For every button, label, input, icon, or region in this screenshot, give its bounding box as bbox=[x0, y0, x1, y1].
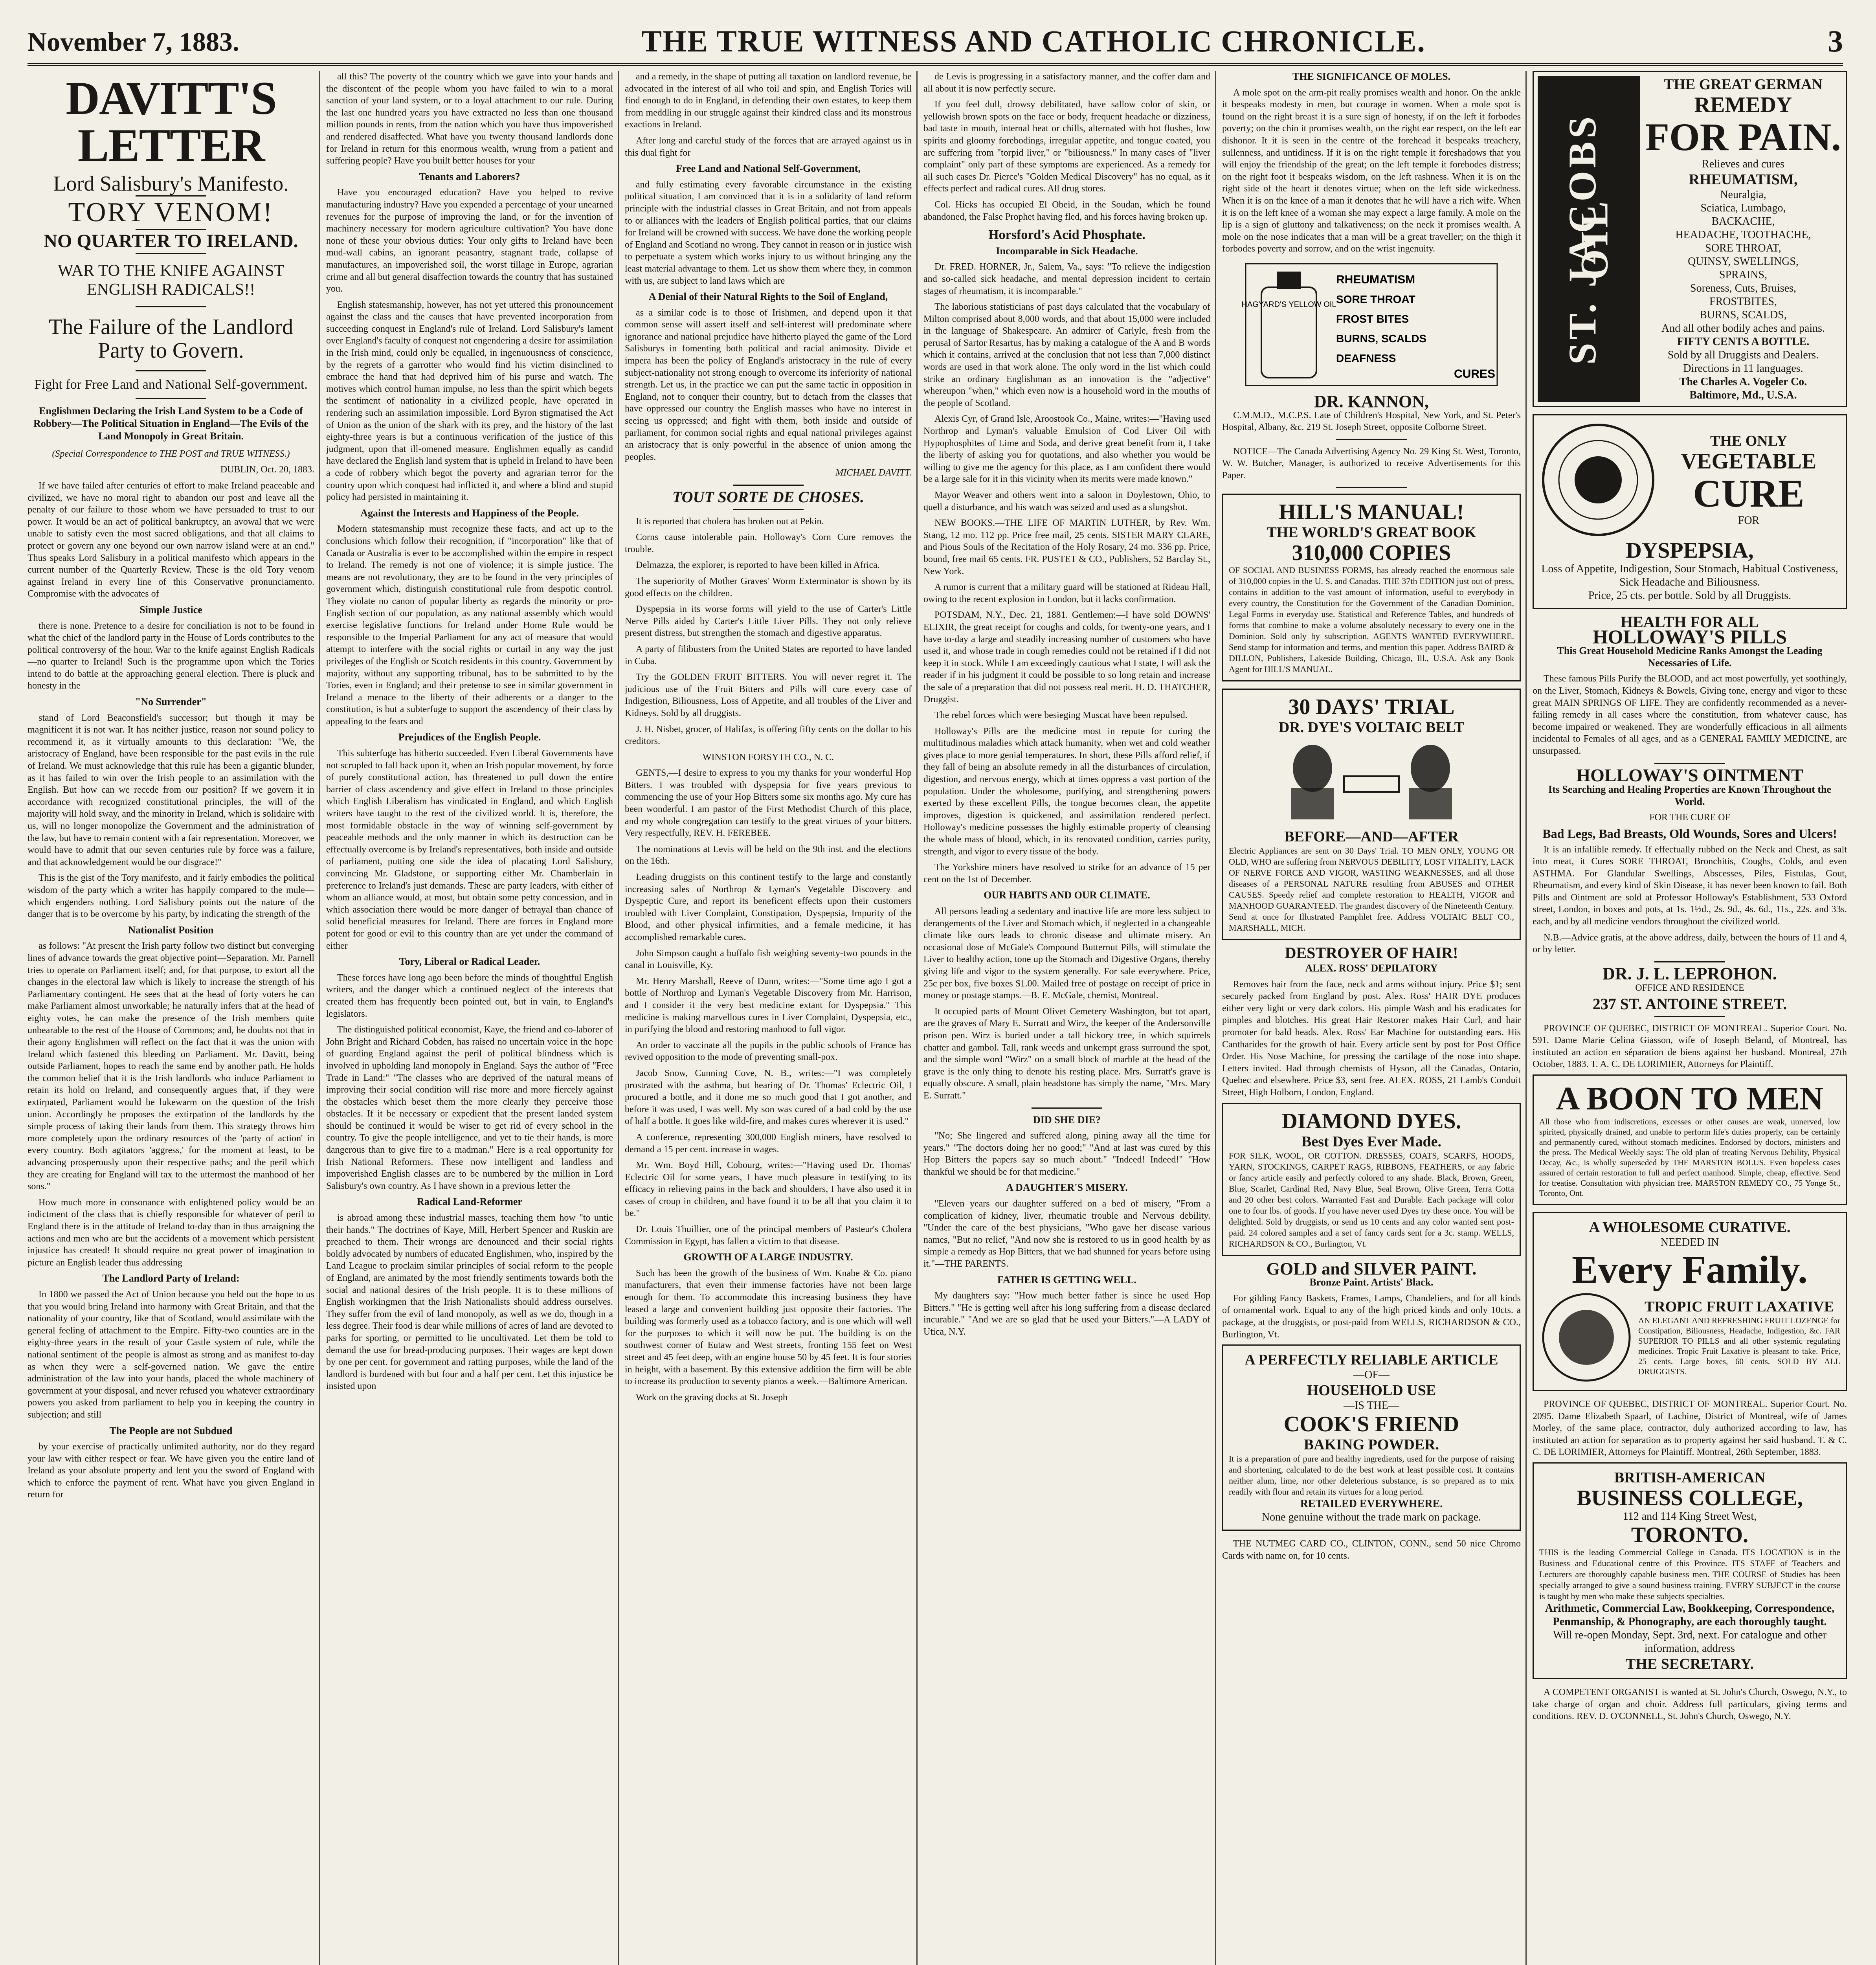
paragraph: Work on the graving docks at St. Joseph bbox=[636, 1392, 788, 1403]
product-name: BAKING POWDER. bbox=[1303, 1436, 1439, 1453]
news-item: Dyspepsia in its worse forms will yield to the use of Carter's Little Nerve Pills aided by Carter's Little Liver Pills. They not only relieve present distress, but strengthen the stomach and digestive apparatus. bbox=[625, 604, 912, 639]
paragraph: de Levis is progressing in a satisfactory manner, and the coffer dam and all about it is now perfectly secure. bbox=[923, 72, 1210, 94]
paragraph: by your exercise of practically unlimited authority, nor do they regard your law with either respect or fear. We have given you the entire land of Ireland as your absolute property and lent you the sword of England with which to enforce the payment of rent. What have you given England in return for bbox=[28, 1442, 314, 1500]
column-6 bbox=[1533, 71, 1847, 1965]
paragraph: In 1800 we passed the Act of Union because you held out the hope to us that you would bring Ireland into harmony with Great Britain, and that the nationality of your country, like that of Scotland, would assimilate with the general feeling of attachment to the Empire. Fifty-two counties are in the eighty-three years in the result of your Castle system of rule, while the national sentiment of the people is almost as strong and as manifest to-day as when they were a self-governed nation. We gave the entire administration of the law into your hands, placed the whole machinery of government at your disposal, and never refused you whatever extraordinary powers you asked from parliament to help you in keeping the country in subjection; and still bbox=[28, 1289, 314, 1420]
ad-headline: THE ONLY bbox=[1710, 433, 1788, 449]
news-item: Try the GOLDEN FRUIT BITTERS. You will never regret it. The judicious use of the Fruit Bitters and Pills will cure every case of Indigestion, Biliousness, Loss of Appetite, and all troubles of the Liver and Kidneys. Sold by all druggists. bbox=[625, 672, 912, 718]
ad-note: None genuine without the trade mark on package. bbox=[1261, 1511, 1481, 1524]
ailment: RHEUMATISM, bbox=[1689, 171, 1798, 188]
divider bbox=[1336, 439, 1407, 440]
news-item: Mr. Wm. Boyd Hill, Cobourg, writes:—"Having used Dr. Thomas' Eclectric Oil for some years, I have much pleasure in testifying to its efficacy in relieving pains in the back and shoulders, I have also used it in cases of croup in children, and have found it to be all that you claim it to be." bbox=[625, 1160, 912, 1219]
ad-text: FOR THE CURE OF bbox=[1649, 812, 1730, 823]
ailment: And all other bodily aches and pains. bbox=[1661, 322, 1825, 334]
column-rule bbox=[916, 71, 918, 1965]
paragraph: Mayor Weaver and others went into a saloon in Doylestown, Ohio, to quell a disturbance, and his watch was seized and used as a slungshot. bbox=[923, 490, 1210, 512]
ad-subheadline: HOUSEHOLD USE bbox=[1307, 1382, 1436, 1399]
ad-headline: Every Family. bbox=[1572, 1248, 1808, 1291]
classified-ad: A COMPETENT ORGANIST is wanted at St. John's Church, Oswego, N.Y., to take charge of organ and choir. Address full particulars, giving terms and conditions. REV. D. O'CONNELL, St. John's Church, Oswego, N.Y. bbox=[1533, 1687, 1847, 1722]
ad-body: OF SOCIAL AND BUSINESS FORMS, has already reached the enormous sale of 310,000 copies in the U. S. and Canadas. THE 37th EDITION just out of press, contains in addition to the vast amount of information, useful to everybody in every country, the Constitution for the Government of the Canadian Dominion, Legal Forms in everyday use. Statistical and Reference Tables, and hundreds of forms that combine to make a volume absolutely necessary to every one in the Dominion. Sold only by subscription. AGENTS WANTED EVERYWHERE. Send stamp for information and terms, and mention this paper. Address BAIRD & DILLON, Publishers, Lakeside Building, Chicago, Ill., U.S.A. Ask any Book Agent for HILL'S MANUAL. bbox=[1229, 565, 1514, 674]
ad-body: It is a preparation of pure and healthy ingredients, used for the purpose of raising and shortening, calculated to do the best work at least possible cost. It contains neither alum, lime, nor other deleterious substance, is so prepared as to mix readily with flour and retain its virtues for a long period. bbox=[1229, 1454, 1514, 1497]
ad-headline: CURE bbox=[1693, 472, 1804, 515]
ad-headline: BUSINESS COLLEGE, bbox=[1577, 1486, 1803, 1510]
ad-body: THIS is the leading Commercial College in Canada. ITS LOCATION is in the Business and Educational centre of this Province. ITS STAFF of Teachers and Lecturers are thoroughly capable business men. THE COURSE of Studies has been specially arranged to give a sound business training. EVERY SUBJECT in the course is taught by men who make these subjects specialties. bbox=[1539, 1547, 1840, 1601]
company-name: The Charles A. Vogeler Co. bbox=[1679, 376, 1807, 388]
deck-salisbury: Lord Salisbury's Manifesto. bbox=[53, 172, 289, 195]
ad-connector: —OF— bbox=[1353, 1369, 1390, 1381]
subjects: Arithmetic, Commercial Law, Bookkeeping, Correspondence, Penmanship, & Phonography, are each thoroughly taught. bbox=[1545, 1602, 1835, 1628]
column-5 bbox=[1222, 71, 1521, 1965]
page-number: 3 bbox=[1827, 24, 1843, 58]
deck-no-quarter: NO QUARTER TO IRELAND. bbox=[44, 231, 298, 252]
paragraph: THE NUTMEG CARD CO., CLINTON, CONN., send 50 nice Chromo Cards with name on, for 10 cents. bbox=[1222, 1539, 1521, 1561]
subhead: Simple Justice bbox=[140, 604, 202, 615]
paragraph: Have you encouraged education? Have you helped to revive manufacturing industry? Have you expended a percentage of your unearned revenues for the purpose of improving the land, or for the invention of machinery necessary for modern agriculture cultivation? You have done none of these your obvious duties: Your only gifts to Ireland have been mud-wall cabins, an ignorant peasantry, stagnant trade, collapse of manufactures, an impoverished soil, the worst tillage in Europe, agrarian crime and all but general disaffection towards the country that has sustained you. bbox=[326, 187, 613, 294]
address: 112 and 114 King Street West, bbox=[1623, 1510, 1757, 1522]
cure-label: RHEUMATISM bbox=[1336, 273, 1415, 286]
brand-name: COOK'S FRIEND bbox=[1283, 1412, 1459, 1437]
bottle-label: HAGYARD'S YELLOW OIL bbox=[1241, 300, 1336, 309]
paragraph: For gilding Fancy Baskets, Frames, Lamps, Chandeliers, and for all kinds of ornamental work. Equal to any of the high priced kinds and only 10cts. a package, at the druggists, or post-paid from WELLS, RICHARDSON & CO., Burlington, Vt. bbox=[1222, 1293, 1521, 1340]
deck-war-knife: WAR TO THE KNIFE AGAINST ENGLISH RADICALS!! bbox=[57, 261, 285, 299]
news-item: GENTS,—I desire to express to you my thanks for your wonderful Hop Bitters. I was troubled with dyspepsia for five years previous to commencing the use of your Hop Bitters some six months ago. My cure has been wonderful. I am pastor of the First Methodist Church of this place, and my whole congregation can testify to the great virtues of your bitters. Very respectfully, REV. H. FEREBEE. bbox=[625, 768, 912, 839]
ad-body: All those who from indiscretions, excesses or other causes are weak, unnerved, low spirited, physically drained, and unable to perform life's duties properly, can be certainly and permanently cured, without stomach medicines. Endorsed by doctors, ministers and the press. The Medical Weekly says: The old plan of treating Nervous Debility, Physical Decay, &c., is wholly superseded by THE MARSTON BOLUS. Even hopeless cases assured of certain restoration to full and perfect manhood. Simple, cheap, effective. Send for treatise. Consultation with physician free. MARSTON REMEDY CO., 75 Yonge St., Toronto, Ont. bbox=[1539, 1117, 1840, 1198]
column-1 bbox=[28, 71, 314, 1965]
news-item: Jacob Snow, Cunning Cove, N. B., writes:—"I was completely prostrated with the asthma, but hearing of Dr. Thomas' Eclectric Oil, I procured a bottle, and it done me so much good that I got another, and before it was used, I was well. My son was cured of a bad cold by the use of half a bottle. It goes like wild-fire, and makes cures wherever it is used." bbox=[625, 1068, 912, 1127]
ad-text: FOR bbox=[1738, 514, 1760, 527]
ad-figure: 310,000 COPIES bbox=[1292, 541, 1451, 566]
ailment: FROSTBITES, bbox=[1709, 296, 1777, 308]
column-rule bbox=[618, 71, 619, 1965]
news-item: A conference, representing 300,000 English miners, have resolved to demand a 15 per cent. increase in wages. bbox=[625, 1132, 912, 1155]
diamond-dyes-ad bbox=[1222, 1103, 1521, 1256]
subhead: "No Surrender" bbox=[135, 696, 207, 708]
divider bbox=[136, 398, 206, 399]
brand-vertical-text: ST. JACOBS OIL bbox=[1560, 113, 1616, 365]
ad-subheadline: Best Dyes Ever Made. bbox=[1301, 1133, 1441, 1150]
divider bbox=[136, 195, 206, 196]
ailment: Soreness, Cuts, Bruises, bbox=[1690, 282, 1796, 294]
column-3 bbox=[625, 71, 912, 1965]
ad-headline: VEGETABLE bbox=[1681, 449, 1817, 474]
ad-caption: BEFORE—AND—AFTER bbox=[1284, 828, 1459, 845]
cure-label: SORE THROAT bbox=[1336, 293, 1415, 305]
subhead: FATHER IS GETTING WELL. bbox=[997, 1274, 1136, 1286]
paragraph: and fully estimating every favorable circumstance in the existing political situation, I am convinced that it is in a solidarity of land reform principle with the industrial classes in Great Britain, and not from appeals to or alliances with the leaders of English political parties, that our claims for Ireland will be crowned with success. We have done the working people of England and Scotland no wrong. They cannot in reason or in justice wish to perpetuate a system which works injury to us without bringing any the least material advantage to them. Let us show them where they, in common with us, are subject to land laws which are bbox=[625, 179, 912, 286]
column-2 bbox=[326, 71, 613, 1965]
paragraph: C.M.M.D., M.C.P.S. Late of Children's Hospital, New York, and St. Peter's Hospital, Albany, &c. 219 St. Joseph Street, opposite Colborne Street. bbox=[1222, 410, 1521, 433]
paragraph: If we have failed after centuries of effort to make Ireland peaceable and civilized, we have no moral right to abandon our post and leave all the penalty of our failure to those whom we have persuaded to trust to our power. It would be an act of political bankruptcy, an avowal that we were unable to satisfy even the most sacred obligations, and that all claims to protect or govern any one beyond our own narrow island were at an end." Thus speaks Lord Salisbury in a political manifesto which appears in the current number of the Quarterly Review. These is the old Tory venom against Ireland in every line of this Conservative pronunciamento. Compromise with the advocates of bbox=[28, 480, 314, 599]
subhead: Bad Legs, Bad Breasts, Old Wounds, Sores and Ulcers! bbox=[1542, 826, 1837, 841]
tropic-fruit-ad bbox=[1533, 1212, 1847, 1391]
ad-headline: HOLLOWAY'S PILLS bbox=[1592, 625, 1787, 648]
paragraph: POTSDAM, N.Y., Dec. 21, 1881. Gentlemen:—I have sold DOWNS' ELIXIR, the great receipt for coughs and colds, for twenty-one years, and I have to-day a large and steadily increasing number of customers who have used it, and whose trade in cough remedies could not be retained if I did not keep it in stock. While I am exceedingly cautious what I state, I will ask the reader if in his judgment it could be possible to so long retain and increase the sale of a preparation that did not possess real merit. H. D. THATCHER, Druggist. bbox=[923, 610, 1210, 705]
subhead: OUR HABITS AND OUR CLIMATE. bbox=[984, 889, 1150, 901]
news-item: The nominations at Levis will be held on the 9th inst. and the elections on the 16th. bbox=[625, 844, 912, 867]
paragraph: If you feel dull, drowsy debilitated, have sallow color of skin, or yellowish brown spots on the face or body, frequent headache or dizziness, bad taste in mouth, internal heat or chills, alternated with hot flushes, low spirits and gloomy forebodings, irregular appetite, and tongue coated, you are suffering from "torpid liver," or "biliousness." In many cases of "liver complaint" only part of these symptoms are experienced. As a remedy for all such cases Dr. Pierce's "Golden Medical Discovery" has no equal, as it effects perfect and radical cures. All drug stores. bbox=[923, 99, 1210, 194]
column-rule bbox=[1215, 71, 1216, 1965]
paragraph: all this? The poverty of the country which we gave into your hands and the discontent of the people whom you have failed to win to a moral sanction of your land system, or to a loyal attachment to our rule. During the last one hundred years you have extracted no less than one thousand million pounds in rents, from the nation which you have thus impoverished and rendered disaffected. What have you twenty thousand landlords done for Ireland in return for this enormous wealth, wrung from a patient and suffering people? Have you built better houses for your bbox=[326, 72, 613, 166]
paragraph: stand of Lord Beaconsfield's successor; but though it may be magnificent it is not war. It has neither justice, reason nor sound policy to recommend it, as it virtually amounts to this declaration: "We, the aristocracy of England, have been responsible for the past evils in the rule of Ireland. We must acknowledge that this rule has been a gigantic blunder, as it has failed to win over the Irish people to an assimilation with the English. But how can we recede from our position? If we govern it in accordance with recognized constitutional principles, the will of the majority will hold sway, and the minority in Ireland, which is solidaire with us, will no longer monopolize the Government and the administration of the law, but have to remain content with a fair representation. Moreover, we would have to admit that our seven centuries rule by force was a failure, and that acknowledgement would be our disgrace!" bbox=[28, 713, 314, 867]
ailment: QUINSY, SWELLINGS, bbox=[1688, 255, 1799, 268]
ad-headline: FOR PAIN. bbox=[1645, 115, 1841, 159]
subhead: The Landlord Party of Ireland: bbox=[102, 1273, 240, 1284]
subhead: A DAUGHTER'S MISERY. bbox=[1006, 1182, 1128, 1194]
ad-headline: DESTROYER OF HAIR! bbox=[1285, 944, 1458, 962]
ailment: Neuralgia, bbox=[1720, 189, 1766, 201]
ad-headline: A BOON TO MEN bbox=[1556, 1080, 1824, 1117]
business-college-ad bbox=[1533, 1462, 1847, 1679]
subhead: Free Land and National Self-Government, bbox=[676, 163, 861, 174]
deck-summary: Englishmen Declaring the Irish Land System to be a Code of Robbery—The Political Situation in England—The Evils of the Land Monopoly in Great Britain. bbox=[33, 405, 308, 442]
product-name: TROPIC FRUIT LAXATIVE bbox=[1644, 1298, 1834, 1315]
voltaic-belt-ad bbox=[1222, 689, 1521, 940]
subhead: This Great Household Medicine Ranks Amongst the Leading Necessaries of Life. bbox=[1557, 645, 1823, 668]
fruit-seal-icon bbox=[1539, 1290, 1634, 1385]
ailment: SORE THROAT, bbox=[1705, 242, 1781, 254]
paragraph: The rebel forces which were besieging Muscat have been repulsed. bbox=[934, 710, 1188, 721]
legal-notice: PROVINCE OF QUEBEC, DISTRICT OF MONTREAL. Superior Court. No. 2095. Dame Elizabeth Spaarl, of Lachine, District of Montreal, wife of James Morley, of the same place, contractor, duly authorized according to law, has instituted an action for separation as to property against her said husband. T. & C. C. DE LORIMIER, Attorneys for Plaintiff. Montreal, 26th September, 1883. bbox=[1533, 1399, 1847, 1458]
paragraph: It occupied parts of Mount Olivet Cemetery Washington, but tot apart, are the graves of Mary E. Surratt and Wirz, the keeper of the Andersonville prison pen. Wirz is buried under a tall hickory tree, in which squirrels chatter and gambol. Tall, rank weeds and unkempt grass surround the spot, and the simple word "Wirz" on a small block of marble at the head of the grave is the only thing to denote his resting place. Mrs. Surratt's grave is equally obscure. A small, plain headstone has simply the name, "Mrs. Mary E. Surratt." bbox=[923, 1006, 1210, 1101]
subhead: Incomparable in Sick Headache. bbox=[996, 245, 1138, 257]
baxters-bitters-ad bbox=[1533, 414, 1847, 609]
paragraph: is abroad among these industrial masses, teaching them how "to untie their hands." The doctrines of Kaye, Mill, Herbert Spencer and Ruskin are preached to them. Their wrongs are denounced and their social rights boldly advocated by numbers of educated Englishmen, who, inspired by the Land League to proclaim similar principles of social reform to the people of England, are animated by the most friendly sentiments towards both the social and national desires of the Irish people. It is to these millions of English workingmen that the Irish Nationalists should address ourselves. They suffer from the evil of land monopoly, as well as we do, though in a less degree. Their food is dear while millions of acres of land are devoted to parks for sporting, or permitted to lie uncultivated. Let them be told to demand the use for bread-producing purposes. Their wages are kept down by one per cent. for government and ratting purposes, while the land of the landlord is burdened with but four and a half per cent. Let this injustice be insisted upon bbox=[326, 1213, 613, 1392]
subhead: The People are not Subdued bbox=[109, 1425, 233, 1436]
cure-label: FROST BITES bbox=[1336, 312, 1409, 325]
ailment: BACKACHE, bbox=[1711, 215, 1775, 228]
ad-body: FOR SILK, WOOL, OR COTTON. DRESSES, COATS, SCARFS, HOODS, YARN, STOCKINGS, CARPET RAGS, RIBBONS, FEATHERS, or any fabric or fancy article easily and perfectly colored to any shade. Black, Brown, Green, Blue, Scarlet, Cardinal Red, Navy Blue, Seal Brown, Olive Green, Terra Cotta and 20 other best colors. Warranted Fast and Durable. Each package will color one to four lbs. of goods. If you have never used Dyes try these once. You will be delighted. Sold by druggists, or send us 10 cents and any color wanted sent post-paid. 24 colored samples and a set of fancy cards sent for a 3c. stamp. WELLS, RICHARDSON & CO., Burlington, Vt. bbox=[1229, 1150, 1514, 1249]
contact: THE SECRETARY. bbox=[1626, 1655, 1754, 1672]
divider bbox=[1654, 961, 1725, 962]
ad-text: OFFICE AND RESIDENCE bbox=[1635, 983, 1744, 994]
subhead: A Denial of their Natural Rights to the Soil of England, bbox=[648, 291, 888, 303]
paragraph: there is none. Pretence to a desire for conciliation is not to be found in what the chief of the landlord party in the House of Lords contributes to the political controversy of the hour. War to the knife against English Radicals—no quarter to Ireland! Such is the programme upon which the Tories intend to do battle at the approaching general election. There is pluck and honesty in the bbox=[28, 621, 314, 691]
paragraph: Alexis Cyr, of Grand Isle, Aroostook Co., Maine, writes:—"Having used Northrop and Lyman's valuable Emulsion of Cod Liver Oil with Hypophosphites of Lime and Soda, and derive great benefit from it, I take the liberty of asking you for quotations, and also whether you would be willing to give me the agency for this place, as I am confident there would be a large sale for it in this vicinity when its merits were made known." bbox=[923, 414, 1210, 485]
ad-headline: GOLD and SILVER PAINT. bbox=[1266, 1259, 1477, 1278]
ailment: SPRAINS, bbox=[1719, 269, 1768, 281]
ad-headline: Horsford's Acid Phosphate. bbox=[988, 228, 1145, 242]
paragraph: This subterfuge has hitherto succeeded. Even Liberal Governments have not scrupled to fall back upon it, when an Irish popular movement, by force of purely constitutional action, has threatened to pull down the entire barrier of class ascendency and give effect in Ireland to those principles which English Liberalism has vindicated in England, and which English writers have taught to the rest of the civilized world. It is, therefore, the most formidable obstacle in the way of winning self-government by peaceable methods and the only manner in which its destruction can be effectually overcome is by Ireland's representatives, both inside and outside of parliament, putting one side the idea of placating Lord Salisbury, convincing Mr. Gladstone, or supporting either Mr. Chamberlain in preference to Ireland's just demands. These are party leaders, with either of whom an alliance would, at most, but obtain some petty concession, and in which association there would be more danger of betrayal than chance of solid beneficial measures for Ireland. There are forces in England more potent for good or evil to this country than are yet under the command of either bbox=[326, 748, 613, 951]
paragraph: English statesmanship, however, has not yet uttered this pronouncement against the class and the causes that have prevented incorporation from succeeding conquest in England's rule of Ireland. Lord Salisbury's lament over England's faculty of conquest not engendering a desire for assimilation in the Irish mind, could only be equalled, in ingenuousness of conscience, by the regrets of a garrotter who would find his victim disinclined to embrace the hand that had deprived him of his purse and watch. The motives which control human impulse, no less than the spirit which begets the sentiment of nationality in a civilized people, have operated in rendering such an assimilation impossible. Lord Byron stigmatised the Act of Union as the union of the shark with its prey, and the history of the last eighty-three years is but a continuous verification of the justice of this judgment, upon that ill-omened measure. Englishmen equally as candid have declared the English land system that is upheld in Ireland to have been a code of robbery which begot the poverty and agrarian terror for the country upon which conquest had inflicted it, and where a blind and stupid policy had persisted in maintaining it. bbox=[326, 299, 613, 503]
ailment: HEADACHE, TOOTHACHE, bbox=[1675, 229, 1811, 241]
ad-headline: BRITISH-AMERICAN bbox=[1614, 1469, 1766, 1486]
headline: DAVITT'S LETTER bbox=[66, 72, 276, 171]
news-item: Dr. Louis Thuillier, one of the principal members of Pasteur's Cholera Commission in Egypt, has fallen a victim to that disease. bbox=[625, 1224, 912, 1247]
company-city: Baltimore, Md., U.S.A. bbox=[1689, 389, 1797, 401]
subhead: Tenants and Laborers? bbox=[419, 171, 520, 182]
ad-connector: —IS THE— bbox=[1344, 1399, 1399, 1412]
cures-label: CURES bbox=[1454, 367, 1496, 380]
section-title: TOUT SORTE DE CHOSES. bbox=[672, 488, 865, 506]
paragraph: It is an infallible remedy. If effectually rubbed on the Neck and Chest, as salt into meat, it Cures SORE THROAT, Bronchitis, Coughs, Colds, and even ASTHMA. For Glandular Swellings, Abscesses, Piles, Fistulas, Gout, Rheumatism, and every kind of Skin Disease, it has never been known to fail. Both Pills and Ointment are sold at Professor Holloway's Establishment, 533 Oxford street, London, in boxes and pots, at 1s. 1½d., 2s. 9d., 4s. 6d., 11s., 22s. and 33s. each, and by all medicine vendors throughout the civilized world. bbox=[1533, 844, 1847, 927]
paragraph: The distinguished political economist, Kaye, the friend and co-laborer of John Bright and Richard Cobden, has raised no uncertain voice in the hope of guarding England against the peril of political blindness which is involved in upholding land monopoly in England. Says the author of "Free Trade in Land:" "The classes who are deprived of the natural means of improving their social condition will rise more and more fiercely against the obstacles which beset them the more clearly they perceive those obstacles. If it be necessary or expedient that the present landed system should be continued it would be wiser to get rid of every school in the country. To give the people intelligence, and yet to tie their hands, is more dangerous than to give fire to a madman." Here is a real opportunity for Irish National Reformers. These now intelligent and landless and impoverished English classes are to be numbered by the million in Lord Salisbury's own country. As I have shown in a previous letter the bbox=[326, 1025, 613, 1191]
signature: MICHAEL DAVITT. bbox=[835, 468, 912, 478]
paragraph: N.B.—Advice gratis, at the above address, daily, between the hours of 11 and 4, or by letter. bbox=[1533, 932, 1847, 955]
divider bbox=[136, 370, 206, 371]
paragraph: as follows: "At present the Irish party follow two distinct but converging lines of advance towards the great objective point—Separation. Mr. Parnell tries to operate on Parliament itself; and, for that purpose, to extort all the changes in the electoral law which is likely to increase the strength of his Parliamentary contingent. He sees that at the head of forty voters he can make Parliament almost unworkable; he naturally infers that at the head of eighty votes, he can make the presence of the Irish members quite unbearable to the rest of the House of Commons; and, he doubts not that in their agony Englishmen will reflect on the fact that it was the union with Ireland which fastened this bleeding on Parliament. Mr. Davitt, being outside Parliament, hopes to reach the same end by another path. He holds the common belief that it is the Irish landlords who induce Parliament to retain its hold on Ireland, and consequently argues that, if they were extirpated, Parliament would be lukewarm on the question of the Irish union. Accordingly he proposes the extirpation of the landlords by the simple process of taking their lands from them. This strategy throws him more completely upon the ordinary resources of the 'party of action' in every country. Both agitators 'aggress,' for the moment at least, to be advancing prosperously upon their respective paths; and the peril which they are creating for England will tax to the uttermost the manhood of her sons." bbox=[28, 941, 314, 1192]
subhead: Tory, Liberal or Radical Leader. bbox=[399, 956, 540, 968]
ad-text: Sold by all Druggists and Dealers. Directions in 11 languages. bbox=[1667, 349, 1819, 375]
paragraph: All persons leading a sedentary and inactive life are more less subject to derangements of the Liver and Stomach which, if neglected in a changeable climate like ours leads to chronic disease and ultimate misery. An occasional dose of McGale's Compound Butternut Pills, will stimulate the Liver to healthy action, tone up the Stomach and Digestive Organs, thereby giving life and vigor to the system generally. For sale everywhere. Price, 25c per box, five boxes $1.00. Mailed free of postage on receipt of price in money or postage stamps.—B. E. McGale, chemist, Montreal. bbox=[923, 906, 1210, 1001]
before-after-figures-icon bbox=[1254, 741, 1489, 823]
legal-notice: PROVINCE OF QUEBEC, DISTRICT OF MONTREAL. Superior Court. No. 591. Dame Marie Celina Giasson, wife of Joseph Beland, of Montreal, has instituted an action en séparation de biens against her husband. Montreal, 27th October, 1883. T. A. C. DE LORIMIER, Attorneys for Plaintiff. bbox=[1533, 1023, 1847, 1070]
news-item: Corns cause intolerable pain. Holloway's Corn Cure removes the trouble. bbox=[625, 532, 912, 555]
news-item: John Simpson caught a buffalo fish weighing seventy-two pounds in the canal in Louisville, Ky. bbox=[625, 948, 912, 971]
ad-headline: HEALTH FOR ALL bbox=[1621, 613, 1759, 631]
ad-text: Will re-open Monday, Sept. 3rd, next. For catalogue and other information, address bbox=[1553, 1629, 1827, 1655]
deck-landlord-failure: The Failure of the Landlord Party to Govern. bbox=[48, 314, 293, 363]
paragraph: These famous Pills Purify the BLOOD, and act most powerfully, yet soothingly, on the Liver, Stomach, Kidneys & Bowels, Giving tone, energy and vigor to these great MAIN SPRINGS OF LIFE. They are confidently recommended as a never-failing remedy in all cases where the constitution, from whatever cause, has become impaired or weakened. They are wonderfully efficacious in all ailments incidental to Females of all ages, and as a GENERAL FAMILY MEDICINE, are unsurpassed. bbox=[1533, 674, 1847, 756]
subhead: GROWTH OF A LARGE INDUSTRY. bbox=[683, 1251, 853, 1263]
divider bbox=[136, 306, 206, 307]
news-item: WINSTON FORSYTH CO., N. C. bbox=[702, 752, 834, 762]
paragraph: Modern statesmanship must recognize these facts, and act up to the conclusions which follow their recognition, if "incorporation" like that of Canada or Australia is ever to be accomplished within the empire in respect to Ireland. The remedy is not one of violence; it is simple justice. The means are not revolutionary, they are to be found in the very principles of government which, distinguish constitutional rule from despotic control. They violate no canon of popular liberty as regards the minority or pro-English section of our population, as any national assembly which would exercise legislative functions for Ireland under Home Rule would be responsible to the Imperial Parliament for any act of measure that would attempt to interfere with the social rights or curtail in any way the just privileges of the English or Scotch residents in this country. Government by majority, without any supporting tribunal, has to be submitted to by the Tories, even in England; and their pretense to see in similar government in Ireland a menace to the liberty of their adherents or a danger to the constitution, is but a subterfuge to support the ascendency of their class by appealing to the fears and bbox=[326, 524, 613, 727]
ailment: Sciatica, Lumbago, bbox=[1700, 202, 1786, 214]
column-4 bbox=[923, 71, 1210, 1965]
ad-text: Relieves and cures bbox=[1702, 158, 1784, 170]
divider bbox=[1654, 763, 1725, 764]
paragraph: How much more in consonance with enlightened policy would be an indictment of the class that is chiefly responsible for whatever of peril to England there is in the attitude of Ireland to-day than in thus arraigning the actions and men who are but the accidents of a movement which persistent injustice has created! It should require no great power of imagination to picture an English leader thus addressing bbox=[28, 1197, 314, 1268]
subhead: Nationalist Position bbox=[128, 924, 214, 936]
paragraph: Holloway's Pills are the medicine most in repute for curing the multitudinous maladies which attack humanity, when wet and cold weather gives place to more genial temperatures. In short, these Pills afford relief, if they fall of being an absolute remedy in all the disturbances of circulation, digestion, and nervous energy, which at times oppress a vast portion of the population. Under the wholesome, purifying, and strengthening powers exerted by these excellent Pills, the tongue becomes clean, the appetite improves, digestion is quickened, and assimilation rendered perfect. Holloway's medicine possesses the highly estimable property of cleansing the whole mass of blood, which, in its renovated condition, carries purity, strength, and vigor to every tissue of the body. bbox=[923, 726, 1210, 857]
mandrake-seal-icon bbox=[1539, 421, 1657, 539]
paragraph: Removes hair from the face, neck and arms without injury. Price $1; sent securely packed from England by post. Alex. Ross' HAIR DYE produces either very light or very dark colors. His pimple Wash and his eradicates for pimples and blotches. His great Hair Restorer makes Hair Curl, and hair promoter for bald heads. Alex. Ross' Ear Machine for outstanding ears. His Cantharides for the growth of hair. Every article sent by post for Post Office Order. His Nose Machine, for pressing the cartilage of the nose into shape. Letters invited. Had through chemists of Hyson, all the Canadas, Ontario, Quebec and elsewhere. Price $3, sent free. ALEX. ROSS, 21 Lamb's Conduit Street, High Holborn, London, England. bbox=[1222, 979, 1521, 1098]
byline: (Special Correspondence to THE POST and TRUE WITNESS.) bbox=[52, 448, 290, 459]
ad-headline: A PERFECTLY RELIABLE ARTICLE bbox=[1245, 1352, 1498, 1368]
boon-to-men-ad bbox=[1533, 1074, 1847, 1205]
poem: My daughters say: "How much better father is since he used Hop Bitters." "He is getting well after his long suffering from a disease declared incurable." "And we are so glad that he used your Bitters."—A LADY of Utica, N.Y. bbox=[923, 1291, 1210, 1337]
belt-illustration bbox=[1229, 741, 1514, 823]
cooks-friend-ad bbox=[1222, 1344, 1521, 1531]
yellow-oil-bottle-illustration bbox=[1234, 260, 1509, 389]
subhead: Radical Land-Reformer bbox=[417, 1196, 522, 1208]
newspaper-title: THE TRUE WITNESS AND CATHOLIC CHRONICLE. bbox=[641, 24, 1426, 58]
news-item: Delmazza, the explorer, is reported to have been killed in Africa. bbox=[636, 560, 880, 571]
ad-subheadline: DR. DYE'S VOLTAIC BELT bbox=[1278, 719, 1465, 736]
paragraph: NOTICE—The Canada Advertising Agency No. 29 King St. West, Toronto, W. W. Butcher, Manager, is authorized to receive Advertisements for this Paper. bbox=[1222, 446, 1521, 481]
subhead: Bronze Paint. Artists' Black. bbox=[1309, 1276, 1434, 1288]
paragraph: After long and careful study of the forces that are arrayed against us in this dual fight for bbox=[625, 135, 912, 158]
paragraph: and a remedy, in the shape of putting all taxation on landlord revenue, be advocated in the interest of all who toil and spin, and English Tories will find enough to do in England, in defending their own estates, to keep them from meddling in our struggle against their kindred class and its monstrous exactions in Ireland. bbox=[625, 72, 912, 130]
paragraph: Dr. FRED. HORNER, Jr., Salem, Va., says: "To relieve the indigestion and so-called sick headache, and mental depression incident to certain stages of rheumatism, it is incomparable." bbox=[923, 262, 1210, 296]
ad-headline: HILL'S MANUAL! bbox=[1279, 500, 1464, 525]
subhead: Its Searching and Healing Properties are Known Throughout the World. bbox=[1548, 784, 1831, 807]
subhead: Against the Interests and Happiness of the People. bbox=[360, 507, 579, 519]
paragraph: Col. Hicks has occupied El Obeid, in the Soudan, which he found abandoned, the False Prophet having fled, and his forces having broken up. bbox=[923, 199, 1210, 222]
city: TORONTO. bbox=[1631, 1522, 1749, 1547]
divider bbox=[1654, 1016, 1725, 1017]
news-item: A party of filibusters from the United States are reported to have landed in Cuba. bbox=[625, 644, 912, 667]
ad-body: AN ELEGANT AND REFRESHING FRUIT LOZENGE for Constipation, Biliousness, Headache, Indigestion, &c. FAR SUPERIOR TO PILLS and all other systemic regulating medicines. Tropic Fruit Laxative is pleasant to take. Price, 25 cents. Large boxes, 60 cents. SOLD BY ALL DRUGGISTS. bbox=[1638, 1316, 1840, 1376]
paragraph: A mole spot on the arm-pit really promises wealth and honor. On the ankle it bespeaks modesty in men, but courage in women. When a mole spot is found on the right breast it is a sure sign of honesty, if on the left it forbodes poverty; on the chin it promises wealth, on the right ear respect, on the left ear dishonor. It it is seen in the centre of the forehead it bespeaks treachery, sullenness, and untidiness. If it is on the right temple it foreshadows that you will enjoy the friendship of the great; on the left temple it forebodes distress; on the right foot it bespeaks wisdom, on the left rashness. When it is on the right side of the heart it denotes virtue; when on the left side wickedness. When it is on the knee of a man it denotes that he will have a rich wife. When it is on the left knee of a woman she may expect a large family. A mole on the lip is a sign of gluttony and talkativeness; on the neck it promises wealth. A mole on the nose indicates that a man will be a great traveller; on the thigh it forbodes poverty and sorrow, and on the wrist ingenuity. bbox=[1222, 87, 1521, 254]
news-item: An order to vaccinate all the pupils in the public schools of France has revived opposition to the mode of preventing small-pox. bbox=[625, 1040, 912, 1063]
cure-label: BURNS, SCALDS bbox=[1336, 332, 1427, 345]
divider bbox=[1032, 1107, 1102, 1109]
ailment: BURNS, SCALDS, bbox=[1700, 309, 1787, 321]
ad-headline: DR. KANNON, bbox=[1314, 391, 1429, 411]
ad-headline: 30 DAYS' TRIAL bbox=[1288, 695, 1455, 720]
price: Price, 25 cts. per bottle. Sold by all Druggists. bbox=[1588, 590, 1792, 602]
paragraph: The laborious statisticians of past days calculated that the vocabulary of Milton comprised about 8,000 words, and that about 15,000 were included in the language of Shakespeare. An admirer of Carlyle, fresh from the perusal of Sartor Resartus, has by making a catalogue of the A and B words which it contains, arrived at the conclusion that not less than 7,000 distinct words are used in that work alone. The only word in the list which could strike an ordinary Englishman as an innovation is the "adjective" whereupon "when," which even now is a household word in the mouths of the people of Scotland. bbox=[923, 302, 1210, 408]
subhead: ALEX. ROSS' DEPILATORY bbox=[1305, 962, 1438, 974]
ad-tagline: RETAILED EVERYWHERE. bbox=[1300, 1498, 1443, 1510]
news-item: J. H. Nisbet, grocer, of Halifax, is offering fifty cents on the dollar to his creditors. bbox=[625, 724, 912, 747]
subhead: Prejudices of the English People. bbox=[398, 731, 541, 743]
news-item: It is reported that cholera has broken out at Pekin. bbox=[636, 516, 824, 527]
divider bbox=[136, 253, 206, 254]
paragraph: The Yorkshire miners have resolved to strike for an advance of 15 per cent on the 1st of December. bbox=[923, 862, 1210, 885]
st-jacobs-logo bbox=[1538, 76, 1640, 402]
paragraph: as a similar code is to those of Irishmen, and depend upon it that common sense will assert itself and self-interest will predominate where ignorance and national prejudice have hitherto played the game of the Lord Salisburys in fomenting both political and racial animosity. Divide et impera has been the policy of England's aristocracy in the rule of every subject-nationality not strong enough to overcome its inferiority of national strength. Let us, in the practice we can put the same tactic in opposition in England, not to conquer their country, but to detach from the classes that have oppressed our country the English masses who have no interest in seeing us oppressed; and fight with them, both inside and outside of parliament, for common social rights and equal national privileges against an aristocracy that is only powerful in the absence of union among the peoples. bbox=[625, 307, 912, 462]
deck-free-land: Fight for Free Land and National Self-government. bbox=[34, 377, 308, 392]
divider bbox=[136, 229, 206, 230]
column-rule bbox=[1525, 71, 1527, 1965]
poem: "Eleven years our daughter suffered on a bed of misery, "From a complication of kidney, liver, rheumatic trouble and Nervous debility. "Under the care of the best physicians, "Who gave her disease various names, "But no relief, "And now she is restored to us in good health by as simple a remedy as Hop Bitters, that we had shunned for years before using it."—THE PARENTS. bbox=[923, 1199, 1210, 1269]
ad-headline: DIAMOND DYES. bbox=[1281, 1109, 1461, 1133]
ad-headline: DYSPEPSIA, bbox=[1626, 538, 1754, 563]
ad-headline: A WHOLESOME CURATIVE. bbox=[1589, 1219, 1791, 1236]
poem-title: DID SHE DIE? bbox=[1033, 1114, 1101, 1126]
price: FIFTY CENTS A BOTTLE. bbox=[1677, 336, 1810, 348]
news-item: Leading druggists on this continent testify to the large and constantly increasing sales of Northrop & Lyman's Vegetable Discovery and Dyspeptic Cure, and report its beneficent effects upon their customers troubled with Liver Complaint, Constipation, Dyspepsia, Impurity of the Blood, and other physical infirmities, and a female medicine, it has accomplished remarkable cures. bbox=[625, 872, 912, 942]
st-jacobs-oil-ad bbox=[1533, 71, 1847, 407]
divider bbox=[733, 485, 804, 486]
news-item: Mr. Henry Marshall, Reeve of Dunn, writes:—"Some time ago I got a bottle of Northrop and Lyman's Vegetable Discovery from Mr. Harrison, and I consider it the very best medicine extant for Dyspepsia." This medicine is making marvellous cures in Liver Complaint, Dyspepsia, etc., in purifying the blood and restoring manhood to full vigor. bbox=[625, 976, 912, 1035]
issue-date: November 7, 1883. bbox=[28, 27, 239, 57]
divider bbox=[733, 509, 804, 510]
paragraph: Such has been the growth of the business of Wm. Knabe & Co. piano manufacturers, that even their immense factories have not been large enough for them. To accommodate this increasing business they have leased a large and convenient building just opposite their factories. The building was formerly used as a tobacco factory, and is one which will well for the purposes to which it will now be put. The building is on the southwest corner of Eutaw and West streets, fronting 155 feet on West street and 45 feet deep, with an engine house 50 by 45 feet. It is four stories in height, with a basement. By this extensive addition the firm will be able to increase its production to seventy pianos a week.—Baltimore American. bbox=[625, 1268, 912, 1387]
ad-headline: REMEDY bbox=[1694, 93, 1792, 117]
dateline: DUBLIN, Oct. 20, 1883. bbox=[220, 465, 314, 475]
ad-headline: THE GREAT GERMAN bbox=[1664, 76, 1823, 93]
ad-subheadline: THE WORLD'S GREAT BOOK bbox=[1267, 524, 1476, 541]
ad-headline: DR. J. L. LEPROHON. bbox=[1602, 964, 1777, 983]
deck-tory-venom: TORY VENOM! bbox=[68, 197, 274, 228]
ad-body: Loss of Appetite, Indigestion, Sour Stomach, Habitual Costiveness, Sick Headache and Biliousness. bbox=[1541, 563, 1838, 588]
rheumatism-ad bbox=[1222, 260, 1521, 389]
column-rule bbox=[319, 71, 320, 1965]
ad-body: Electric Appliances are sent on 30 Days' Trial. TO MEN ONLY, YOUNG OR OLD, WHO are suffering from NERVOUS DEBILITY, LOST VITALITY, LACK OF NERVE FORCE AND VIGOR, WASTING WEAKNESSES, and all those diseases of a PERSONAL NATURE resulting from ABUSES and OTHER CAUSES. Speedy relief and complete restoration to HEALTH, VIGOR and MANHOOD GUARANTEED. The grandest discovery of the Nineteenth Century. Send at once for Illustrated Pamphlet free. Address VOLTAIC BELT CO., MARSHALL, MICH. bbox=[1229, 846, 1514, 933]
poem: "No; She lingered and suffered along, pining away all the time for years." "The doctors doing her no good;" "And at last was cured by this Hop Bitters the papers say so much about." "Indeed! Indeed!" "How thankful we should be for that medicine." bbox=[923, 1131, 1210, 1177]
paragraph: A rumor is current that a military guard will be stationed at Rideau Hall, owing to the recent explosion in London, but it lacks confirmation. bbox=[923, 582, 1210, 604]
ad-headline: 237 ST. ANTOINE STREET. bbox=[1592, 995, 1787, 1013]
paragraph: This is the gist of the Tory manifesto, and it fairly embodies the political wisdom of the party which a writer has happily compared to the mule—which engenders nothing. Lord Salisbury points out the nature of the danger that is to be overcome by his party, by indicating the strength of the bbox=[28, 873, 314, 920]
hills-manual-ad bbox=[1222, 494, 1521, 681]
cure-label: DEAFNESS bbox=[1336, 352, 1396, 364]
masthead bbox=[28, 16, 1843, 66]
paragraph: NEW BOOKS.—THE LIFE OF MARTIN LUTHER, by Rev. Wm. Stang, 12 mo. 112 pp. Price free mail, 25 cents. SISTER MARY CLARE, and Pious Souls of the Recitation of the Holy Rosary, 24 mo. 336 pp. Price, bound, free mail 65 cents. FR. PUSTET & CO., Publishers, 52 Barclay St., New York. bbox=[923, 518, 1210, 577]
ad-text: NEEDED IN bbox=[1660, 1236, 1719, 1249]
subhead: THE SIGNIFICANCE OF MOLES. bbox=[1292, 71, 1451, 82]
divider bbox=[1336, 487, 1407, 488]
ad-headline: HOLLOWAY'S OINTMENT bbox=[1576, 765, 1803, 785]
news-item: The superiority of Mother Graves' Worm Exterminator is shown by its good effects on the children. bbox=[625, 576, 912, 599]
paragraph: These forces have long ago been before the minds of thoughtful English writers, and the danger which a continued neglect of the interests that created them has frequently been pointed out, but in vain, to England's legislators. bbox=[326, 972, 613, 1019]
